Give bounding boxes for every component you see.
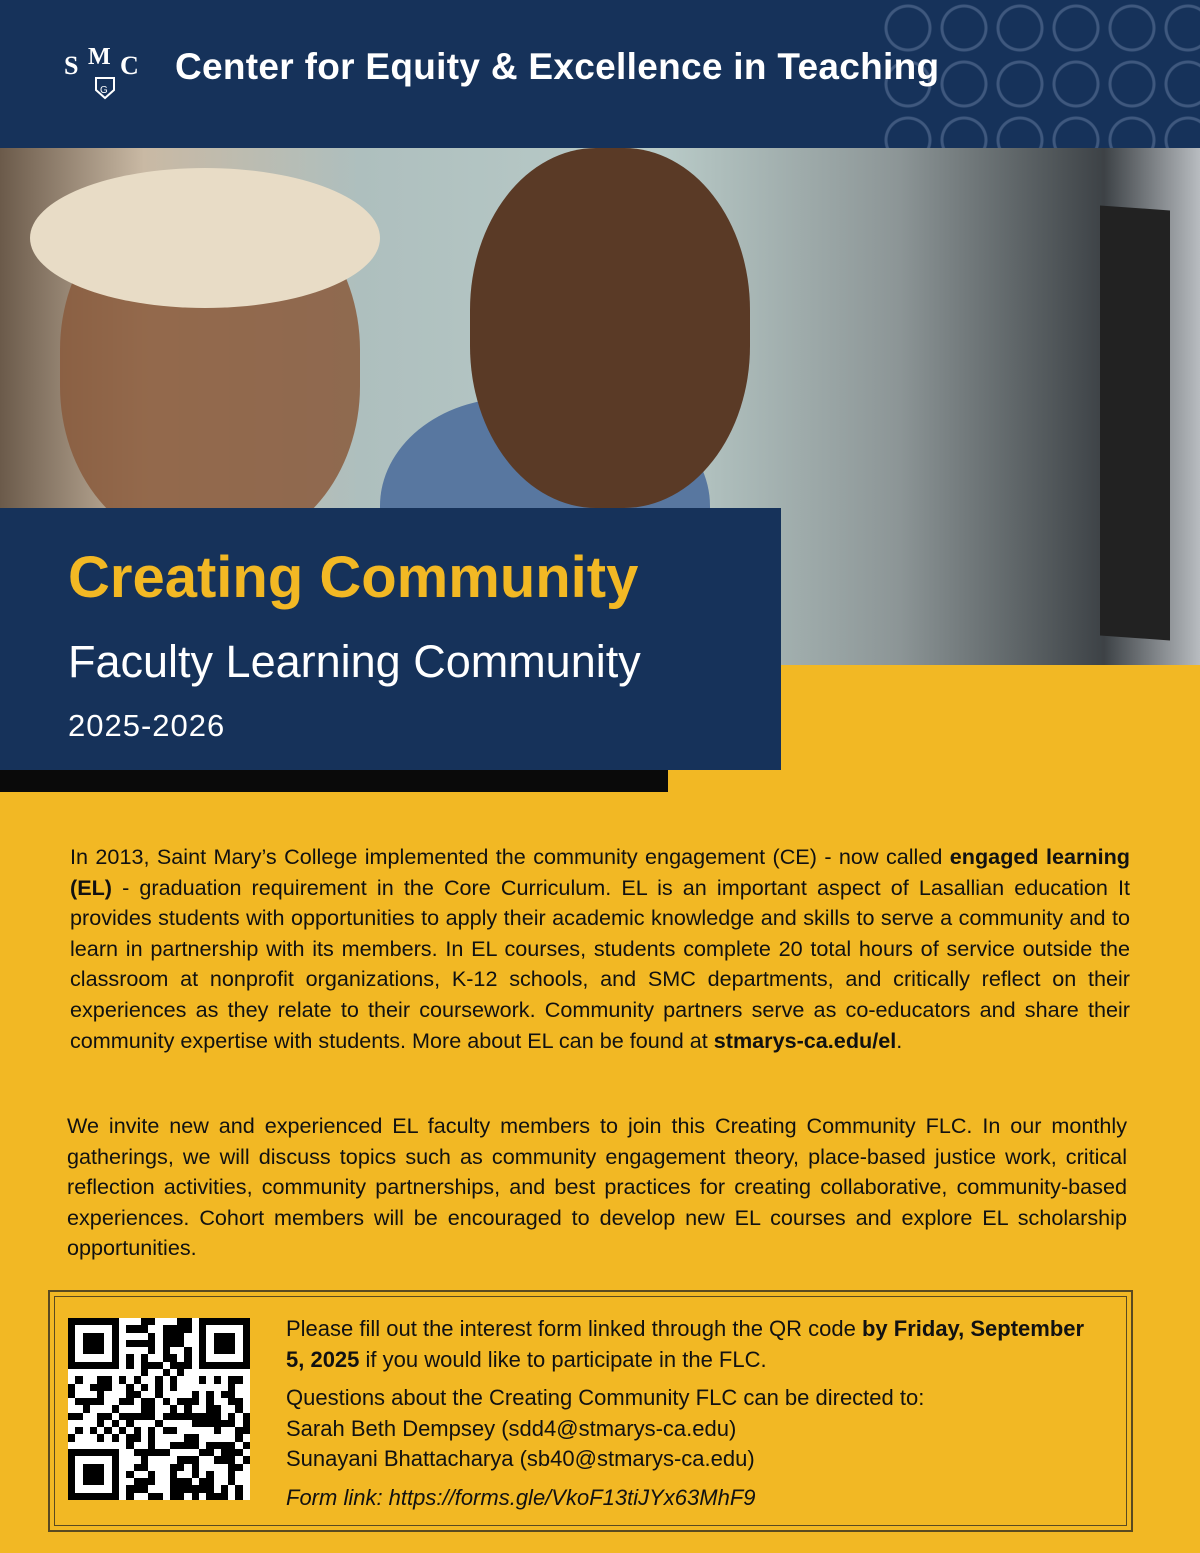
divider-bar xyxy=(0,770,668,792)
info-text xyxy=(286,1314,1106,1513)
deadline: by Friday, September 5, 2025 xyxy=(286,1316,1085,1372)
intro-paragraph xyxy=(70,842,1130,1056)
svg-text:G: G xyxy=(100,85,108,96)
form-link-text[interactable]: Form link: https://forms.gle/VkoF13tiJYx63MhF9 xyxy=(286,1484,756,1510)
text: Please fill out the interest form linked through the QR code xyxy=(286,1316,862,1341)
contact-dempsey[interactable]: Sarah Beth Dempsey (sdd4@stmarys-ca.edu) xyxy=(286,1415,737,1441)
title-block xyxy=(0,508,781,770)
qr-code[interactable] xyxy=(68,1318,250,1500)
contact-bhattacharya[interactable]: Sunayani Bhattacharya (sb40@stmarys-ca.edu) xyxy=(286,1446,755,1471)
header-title: Center for Equity & Excellence in Teaching xyxy=(175,46,940,87)
text: if you would like to participate in the FLC. xyxy=(359,1346,767,1372)
questions-text: Questions about the Creating Community FLC can be directed to: xyxy=(286,1385,925,1410)
smc-logo-icon xyxy=(62,42,152,102)
info-box xyxy=(48,1290,1133,1532)
svg-text:M: M xyxy=(88,44,111,70)
bold-term: engaged learning (EL) xyxy=(70,844,1130,900)
text: In 2013, Saint Mary’s College implemented the community engagement (CE) - now called xyxy=(70,844,950,869)
main-title: Creating Community xyxy=(68,545,639,610)
svg-text:S: S xyxy=(64,51,79,80)
svg-text:C: C xyxy=(120,51,139,80)
subtitle: Faculty Learning Community xyxy=(68,636,641,687)
header-banner xyxy=(0,0,1200,148)
text: . xyxy=(896,1027,903,1053)
deadline-text xyxy=(286,1314,1106,1375)
academic-year: 2025-2026 xyxy=(68,708,226,743)
el-website-link[interactable]: stmarys-ca.edu/el xyxy=(713,1027,897,1053)
invitation-paragraph: We invite new and experienced EL faculty members to join this Creating Community FLC. In our monthly gatherings, we will discuss topics such as community engagement theory, place-based justice work, critical reflection activities, community partnerships, and best practices for creating collaborative, community-based experiences. Cohort members will be encouraged to develop new EL courses and explore EL scholarship opportunities. xyxy=(67,1113,1127,1261)
text: - graduation requirement in the Core Curriculum. EL is an important aspect of Lasallian education It provides students with opportunities to apply their academic knowledge and skills to serve a community and to learn in partnership with its members. In EL courses, students complete 20 total hours of service outside the classroom at nonprofit organizations, K-12 schools, and SMC departments, and critically reflect on their experiences as they relate to their coursework. Community partners serve as co-educators and share their community expertise with students. More about EL can be found at xyxy=(70,874,1130,1053)
form-link[interactable] xyxy=(286,1483,1106,1514)
